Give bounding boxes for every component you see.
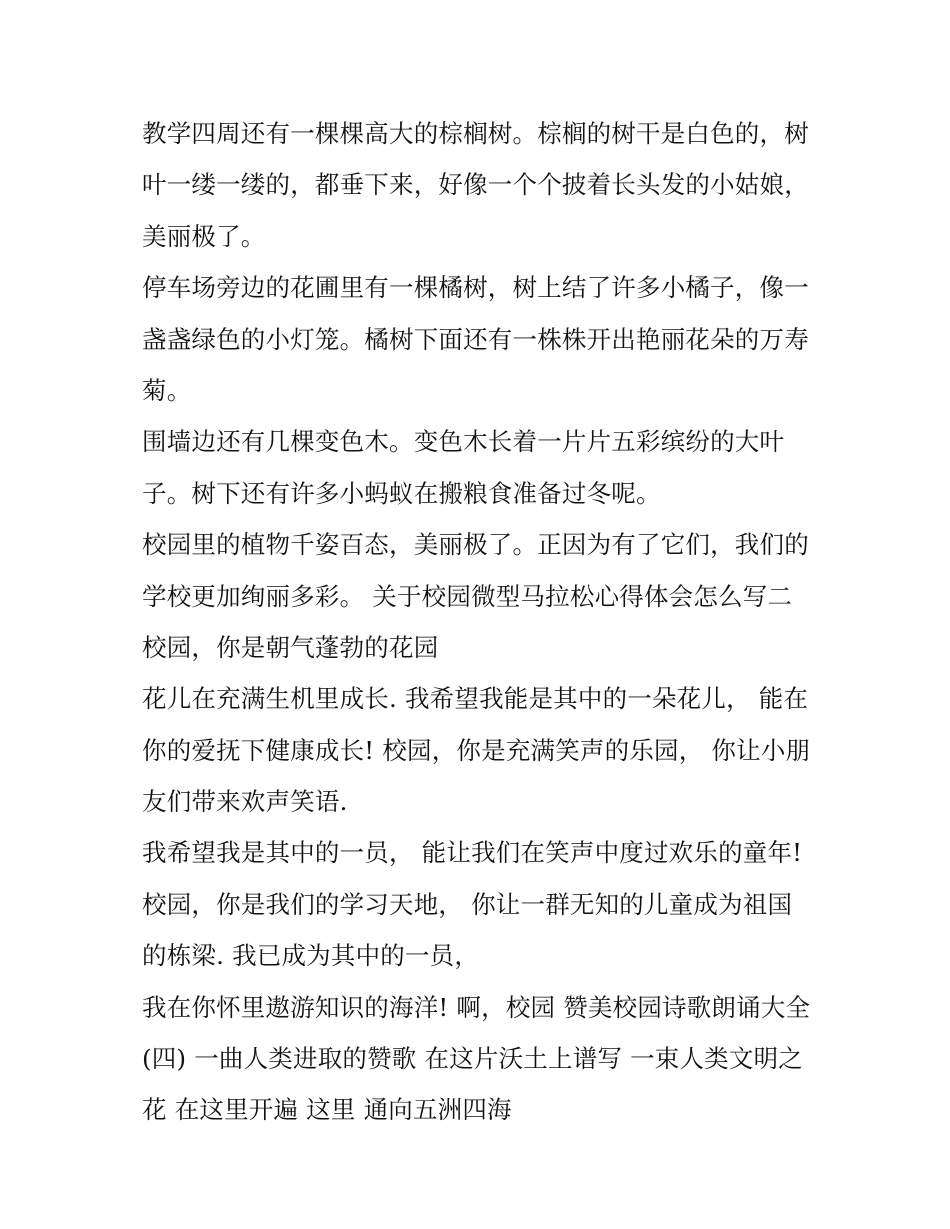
- text-line: 菊。: [142, 375, 192, 405]
- text-line: 花 在这里开遍 这里 通向五洲四海: [142, 1095, 512, 1125]
- text-line: 校园，你是朝气蓬勃的花园: [142, 632, 439, 662]
- text-line: 美丽极了。: [142, 221, 266, 251]
- text-line: 子。树下还有许多小蚂蚁在搬粮食准备过冬呢。: [142, 478, 661, 508]
- text-line: 校园里的植物千姿百态，美丽极了。正因为有了它们，我们的: [142, 530, 809, 560]
- text-line: 停车场旁边的花圃里有一棵橘树，树上结了许多小橘子，像一: [142, 273, 809, 303]
- text-line: (四) 一曲人类进取的赞歌 在这片沃土上谱写 一束人类文明之: [142, 1044, 803, 1074]
- text-line: 围墙边还有几棵变色木。变色木长着一片片五彩缤纷的大叶: [142, 427, 785, 457]
- text-line: 学校更加绚丽多彩。 关于校园微型马拉松心得体会怎么写二: [142, 581, 793, 611]
- text-line: 你的爱抚下健康成长! 校园，你是充满笑声的乐园， 你让小朋: [142, 735, 811, 765]
- text-line: 友们带来欢声笑语.: [142, 787, 348, 817]
- text-line: 叶一缕一缕的，都垂下来，好像一个个披着长头发的小姑娘，: [142, 170, 809, 200]
- text-line: 我在你怀里遨游知识的海洋! 啊，校园 赞美校园诗歌朗诵大全: [142, 992, 811, 1022]
- text-line: 的栋梁. 我已成为其中的一员，: [142, 941, 480, 971]
- text-line: 花儿在充满生机里成长. 我希望我能是其中的一朵花儿， 能在: [142, 684, 809, 714]
- document-body: [142, 108, 832, 1136]
- text-line: 盏盏绿色的小灯笼。橘树下面还有一株株开出艳丽花朵的万寿: [142, 324, 809, 354]
- text-line: 校园，你是我们的学习天地， 你让一群无知的儿童成为祖国: [142, 889, 793, 919]
- text-line: 我希望我是其中的一员， 能让我们在笑声中度过欢乐的童年!: [142, 838, 803, 868]
- text-line: 教学四周还有一棵棵高大的棕榈树。棕榈的树干是白色的，树: [142, 119, 809, 148]
